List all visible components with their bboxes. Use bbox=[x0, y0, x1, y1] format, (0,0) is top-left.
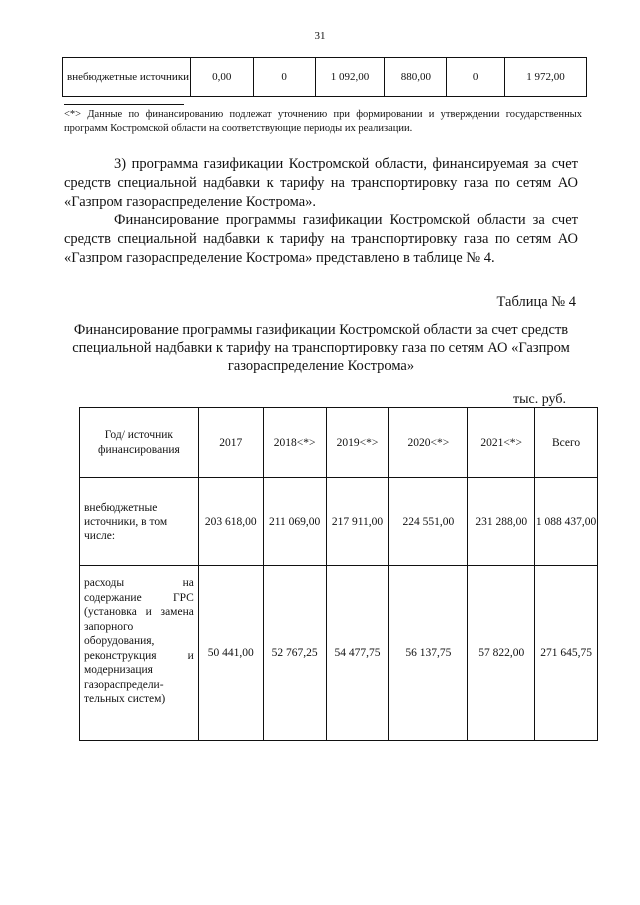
table-cell: 1 088 437,00 bbox=[535, 478, 598, 566]
table-cell: 52 767,25 bbox=[263, 566, 326, 741]
table-cell: 1 092,00 bbox=[315, 58, 385, 97]
paragraph-financing bbox=[64, 211, 578, 268]
paragraph-text: Финансирование программы газификации Костромской области за счет средств специальной надбавки к тарифу на транспортировку газа по сетям АО «Газпром газораспределение Кострома» представлено в таблице № 4. bbox=[64, 212, 578, 266]
table-row bbox=[80, 478, 598, 566]
table-label: Таблица № 4 bbox=[496, 294, 576, 310]
row-label: расходы на содержание ГРС (установка и замена запорного оборудования, реконструкция и модернизация газораспредели-тельных систем) bbox=[80, 566, 199, 741]
table-cell: 1 972,00 bbox=[505, 58, 587, 97]
table-row bbox=[80, 566, 598, 741]
footnote: <*> Данные по финансированию подлежат уточнению при формировании и утверждении государственных программ Костромской области на соответствующие периоды их реализации. bbox=[64, 109, 582, 134]
paragraph-text: 3) программа газификации Костромской области, финансируемая за счет средств специальной надбавки к тарифу на транспортировку газа по сетям АО «Газпром газораспределение Кострома». bbox=[64, 156, 578, 210]
footnote-divider bbox=[64, 104, 184, 105]
continued-table bbox=[62, 57, 587, 97]
table-cell: 57 822,00 bbox=[468, 566, 535, 741]
table-cell: 54 477,75 bbox=[326, 566, 389, 741]
table-cell: 203 618,00 bbox=[198, 478, 263, 566]
table-cell: 880,00 bbox=[385, 58, 447, 97]
table-header-row bbox=[80, 408, 598, 478]
units-label: тыс. руб. bbox=[513, 392, 566, 407]
header-total: Всего bbox=[535, 408, 598, 478]
table-cell: 0 bbox=[253, 58, 315, 97]
header-source: Год/ источник финансирования bbox=[80, 408, 199, 478]
row-label: внебюджетные источники bbox=[63, 58, 191, 97]
table-row bbox=[63, 58, 587, 97]
table-cell: 211 069,00 bbox=[263, 478, 326, 566]
paragraph-gasification-program bbox=[64, 155, 578, 212]
table-cell: 50 441,00 bbox=[198, 566, 263, 741]
table-cell: 224 551,00 bbox=[389, 478, 468, 566]
header-year: 2017 bbox=[198, 408, 263, 478]
header-year: 2020<*> bbox=[389, 408, 468, 478]
table-cell: 0 bbox=[447, 58, 505, 97]
page-number: 31 bbox=[314, 30, 326, 42]
table-cell: 56 137,75 bbox=[389, 566, 468, 741]
financing-table bbox=[79, 407, 598, 741]
table-title: Финансирование программы газификации Костромской области за счет средств специальной надбавки к тарифу на транспортировку газа по сетям АО «Газпром газораспределение Кострома» bbox=[72, 322, 570, 374]
table-cell: 271 645,75 bbox=[535, 566, 598, 741]
table-cell: 231 288,00 bbox=[468, 478, 535, 566]
header-year: 2018<*> bbox=[263, 408, 326, 478]
row-label: внебюджетные источники, в том числе: bbox=[80, 478, 199, 566]
header-year: 2019<*> bbox=[326, 408, 389, 478]
table-cell: 0,00 bbox=[190, 58, 253, 97]
header-year: 2021<*> bbox=[468, 408, 535, 478]
table-cell: 217 911,00 bbox=[326, 478, 389, 566]
